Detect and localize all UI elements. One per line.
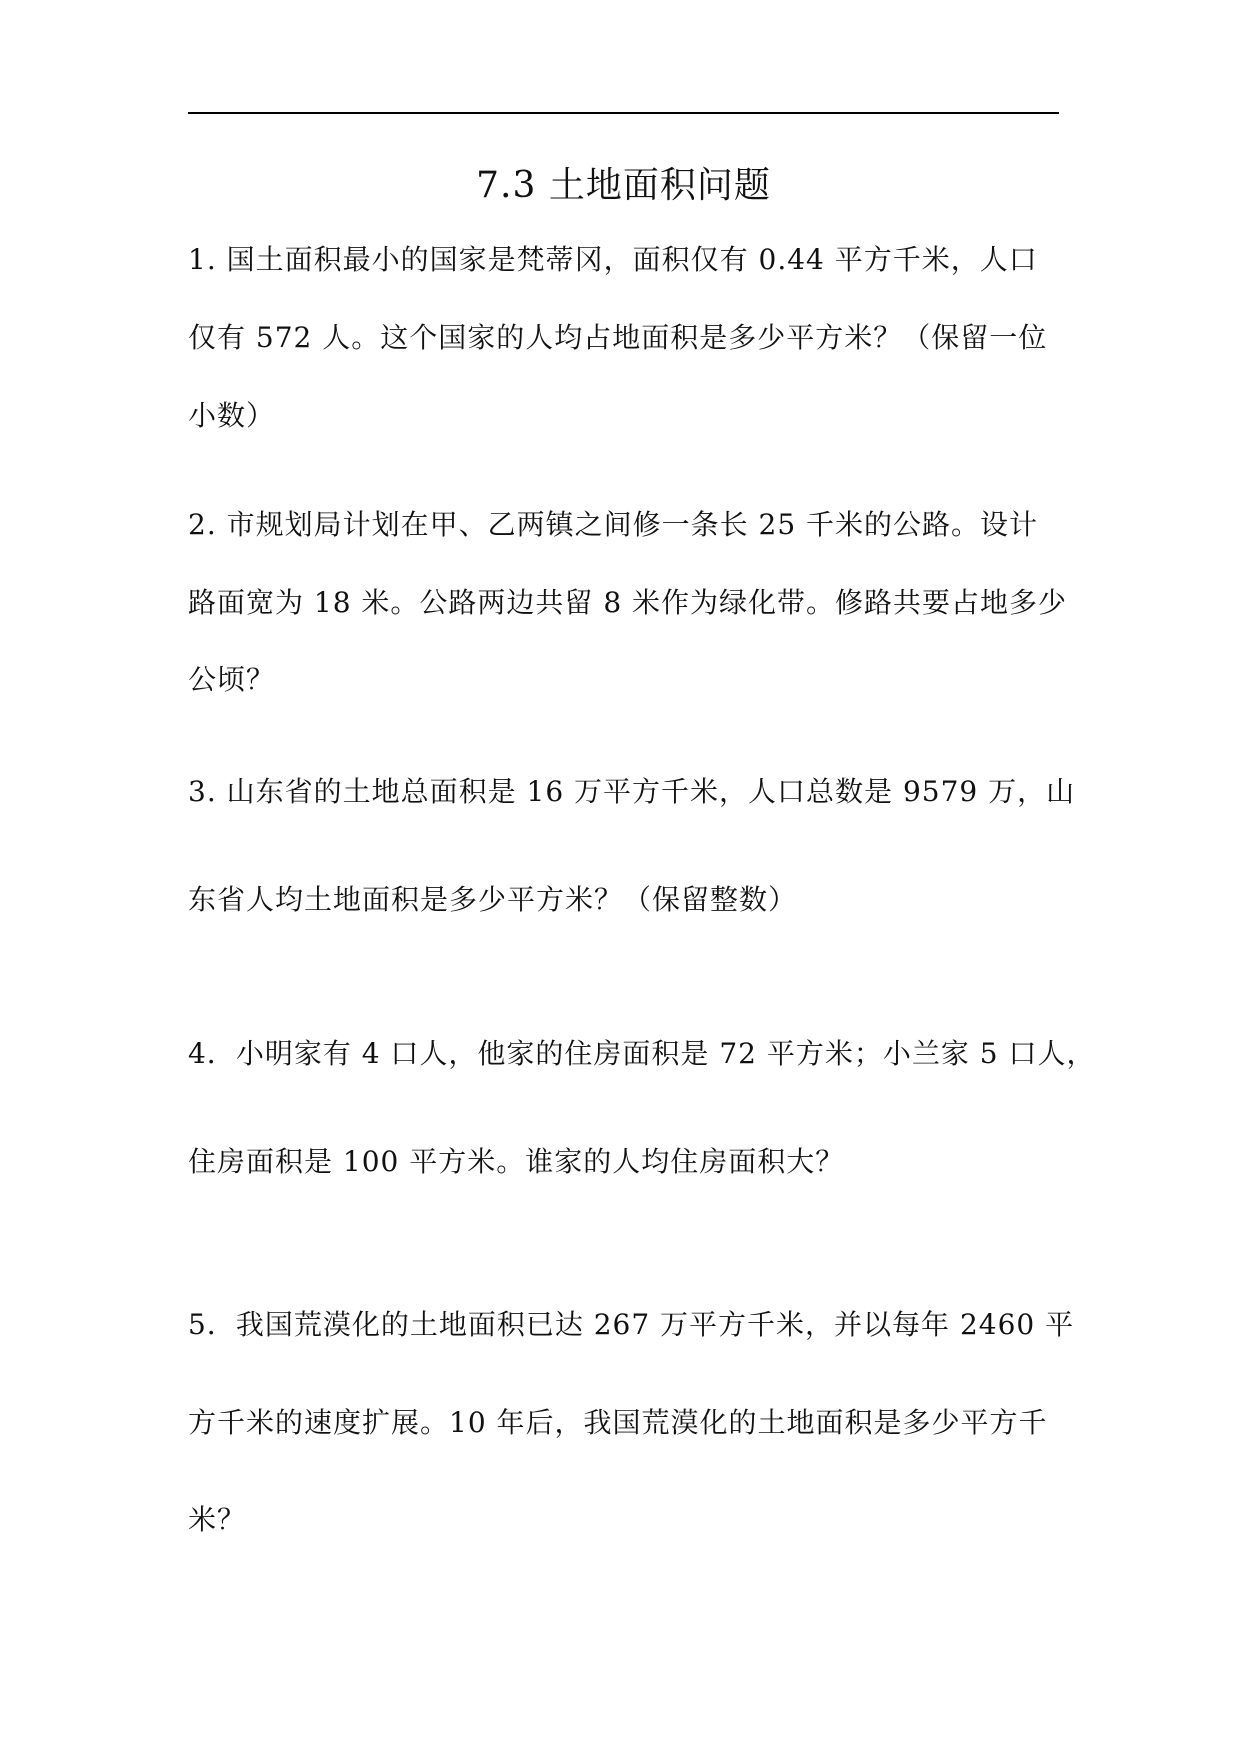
question-3-line-1: 3. 山东省的土地总面积是 16 万平方千米，人口总数是 9579 万，山 bbox=[188, 775, 1076, 808]
question-5-line-2: 方千米的速度扩展。10 年后，我国荒漠化的土地面积是多少平方千 bbox=[188, 1406, 1048, 1439]
question-2-line-2: 路面宽为 18 米。公路两边共留 8 米作为绿化带。修路共要占地多少 bbox=[188, 586, 1068, 619]
question-2-line-3: 公顷？ bbox=[188, 663, 276, 696]
question-4-line-2: 住房面积是 100 平方米。谁家的人均住房面积大？ bbox=[188, 1145, 845, 1178]
question-1-line-2: 仅有 572 人。这个国家的人均占地面积是多少平方米？（保留一位 bbox=[188, 321, 1048, 354]
question-2-line-1: 2. 市规划局计划在甲、乙两镇之间修一条长 25 千米的公路。设计 bbox=[188, 508, 1039, 541]
question-1-line-3: 小数） bbox=[188, 399, 276, 432]
question-4-line-1: 4．小明家有 4 口人，他家的住房面积是 72 平方米；小兰家 5 口人， bbox=[188, 1037, 1096, 1070]
page-title: 7.3 土地面积问题 bbox=[476, 165, 771, 206]
question-3-line-2: 东省人均土地面积是多少平方米？（保留整数） bbox=[188, 883, 798, 916]
header-rule bbox=[188, 112, 1059, 114]
question-5-line-1: 5．我国荒漠化的土地面积已达 267 万平方千米，并以每年 2460 平 bbox=[188, 1308, 1075, 1341]
question-1-line-1: 1. 国土面积最小的国家是梵蒂冈，面积仅有 0.44 平方千米，人口 bbox=[188, 243, 1038, 276]
question-5-line-3: 米？ bbox=[188, 1503, 247, 1536]
